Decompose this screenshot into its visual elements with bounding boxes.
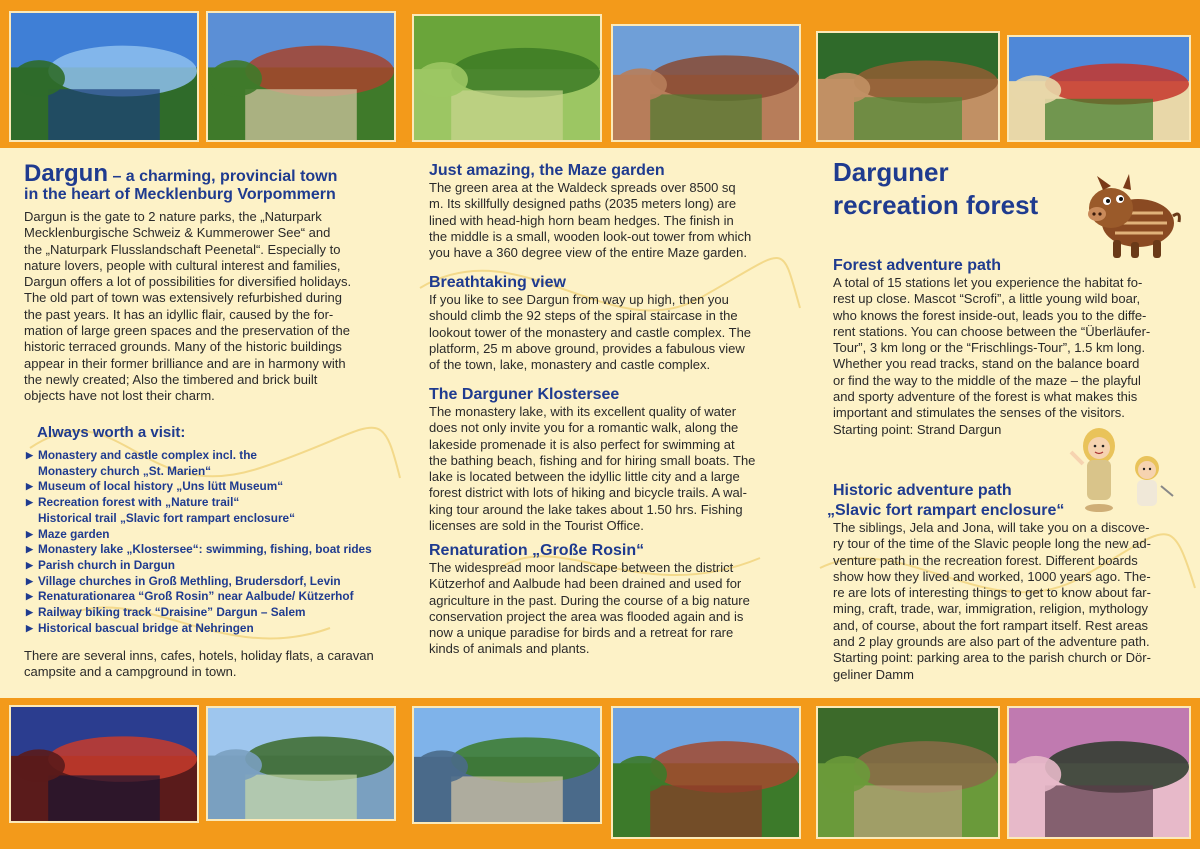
historic-path-line: venture path in the recreation forest. Different boards — [833, 552, 1138, 568]
attraction-heading: Just amazing, the Maze garden — [429, 162, 665, 179]
photo-illustration — [414, 16, 600, 140]
forest-title-line2: recreation forest — [833, 190, 1039, 220]
forest-path-line: who knows the forest inside-out, leads you to the diffe- — [833, 307, 1147, 323]
dargun-intro-line: Dargun offers a lot of possibilities for diversified holidays. — [24, 274, 352, 290]
forest-path-line: Tour”, 3 km long or the “Frischlings-Tour”, 1.5 km long. — [833, 340, 1146, 356]
visit-list — [26, 448, 396, 636]
bullet-icon: ▶ — [26, 481, 33, 492]
attraction-text-line: lake is located between the idyllic little city and a large — [429, 469, 740, 485]
attraction-text-line: the middle is a small, wooden look-out tower from which — [429, 228, 752, 244]
lake-photo — [9, 11, 199, 142]
photo-illustration — [11, 707, 197, 821]
slavic-children-icon — [1069, 424, 1179, 514]
attraction-text-line: agriculture in the past. During the course of a big nature — [429, 592, 750, 608]
attraction-heading: Breathtaking view — [429, 274, 566, 291]
dargun-intro-line: Mecklenburgische Schweiz & Kummerower See“ and — [24, 225, 331, 241]
visit-item-text: Recreation forest with „Nature trail“ — [38, 495, 240, 510]
visit-item-text: Monastery lake „Klostersee“: swimming, fishing, boat rides — [38, 542, 372, 557]
dargun-intro-line: the newly created; Also the timbered and brick built — [24, 371, 318, 387]
forest-title-line1: Darguner — [833, 157, 949, 187]
bullet-icon: ▶ — [26, 497, 33, 508]
dargun-intro-line: objects have not lost their charm. — [24, 388, 215, 404]
forest-path-line: Whether you read tracks, stand on the balance board — [833, 356, 1140, 372]
attraction-text-line: the bathing beach, fishing and for hiring small boats. The — [429, 452, 756, 468]
attraction-text-line: king tour around the lake takes about 1.50 hrs. Fishing — [429, 501, 743, 517]
dargun-intro-line: the „Naturpark Flusslandschaft Peenetal“. Especially to — [24, 241, 341, 257]
photo-illustration — [1009, 708, 1189, 837]
dargun-intro-line: Dargun is the gate to 2 nature parks, the „Naturpark — [24, 209, 322, 224]
visit-item-text: Museum of local history „Uns lütt Museum“ — [38, 479, 284, 494]
bullet-icon: ▶ — [26, 559, 33, 570]
historic-path-text — [833, 520, 1185, 683]
bullet-icon: ▶ — [26, 544, 33, 555]
attraction-section — [429, 542, 787, 658]
attraction-heading: Renaturation „Große Rosin“ — [429, 542, 645, 559]
visit-item-text-cont: Historical trail „Slavic fort rampart enclosure“ — [38, 510, 295, 525]
manor-house-photo — [206, 11, 396, 142]
moor-photo — [206, 706, 396, 821]
forest-path-line: or find the way to the middle of the maze – the playful — [833, 372, 1141, 388]
top-photo-strip — [0, 0, 1200, 148]
historic-path-line: Starting point: parking area to the parish church or Dör- — [833, 650, 1151, 666]
castle-night-photo — [9, 705, 199, 823]
wooden-sign-photo — [816, 31, 1000, 142]
attraction-text-line: The green area at the Waldeck spreads over 8500 sq — [429, 180, 736, 195]
visit-list-item — [26, 558, 396, 574]
attraction-text-line: Kützerhof and Aalbude had been drained and used for — [429, 576, 742, 592]
attraction-text — [429, 180, 787, 261]
content-panel — [0, 148, 1200, 698]
historic-path-heading: Historic adventure path — [833, 482, 1012, 499]
attraction-text-line: kinds of animals and plants. — [429, 641, 590, 657]
forest-path-line: Starting point: Strand Dargun — [833, 421, 1002, 437]
attraction-text-line: now a unique paradise for birds and a retreat for rare — [429, 625, 734, 641]
bullet-icon: ▶ — [26, 450, 33, 460]
historic-path-line: and 2 play grounds are also part of the adventure path. — [833, 634, 1150, 650]
historic-path-subheading: „Slavic fort rampart enclosure“ — [827, 502, 1065, 519]
photo-illustration — [11, 13, 197, 140]
attraction-text — [429, 560, 787, 658]
attraction-text — [429, 292, 787, 373]
historic-path-line: re are lots of interesting things to get to know about far- — [833, 585, 1151, 601]
dargun-title — [24, 160, 337, 188]
visit-item-text-cont: Monastery church „St. Marien“ — [38, 463, 212, 478]
bullet-icon: ▶ — [26, 528, 33, 539]
photo-illustration — [613, 26, 799, 140]
attraction-text-line: lined with head-high horn beam hedges. The finish in — [429, 212, 734, 228]
dargun-closing-line: There are several inns, cafes, hotels, holiday flats, a caravan — [24, 648, 374, 663]
dargun-intro-line: mation of large green spaces and the preservation of the — [24, 323, 350, 339]
dargun-intro-line: historic terraced grounds. Many of the historic buildings — [24, 339, 342, 355]
photo-illustration — [613, 708, 799, 837]
visit-item-text: Maze garden — [38, 526, 110, 541]
attraction-text-line: does not only invite you for a romantic walk, along the — [429, 420, 739, 436]
dargun-intro-line: the past years. It has an idyllic flair, caused by the for- — [24, 306, 334, 322]
attraction-section — [429, 274, 787, 373]
historic-path-line: ry tour of the time of the Slavic people long the new ad- — [833, 536, 1151, 552]
attraction-text-line: If you like to see Dargun from way up high, then you — [429, 292, 729, 307]
attraction-text-line: of the town, lake, monastery and castle complex. — [429, 357, 711, 373]
historic-path-line: geliner Damm — [833, 666, 914, 682]
dargun-closing — [24, 648, 389, 681]
forest-path-line: and sporty adventure of the forest is what makes this — [833, 389, 1138, 405]
dargun-intro — [24, 209, 384, 405]
visit-item-text: Railway biking track “Draisine” Dargun – Salem — [38, 605, 306, 620]
visit-item-text: Monastery and castle complex incl. the — [38, 448, 257, 462]
dargun-title-main: Dargun — [24, 160, 108, 187]
church-photo — [611, 706, 801, 839]
dargun-subtitle: in the heart of Mecklenburg Vorpommern — [24, 186, 336, 203]
visit-list-item — [26, 574, 396, 590]
historic-path-line: show how they lived and worked, 1000 years ago. The- — [833, 568, 1151, 584]
visit-list-item — [26, 448, 396, 479]
attraction-text-line: platform, 25 m above ground, provides a fabulous view — [429, 340, 745, 356]
play-area-photo — [816, 706, 1000, 839]
bullet-icon: ▶ — [26, 575, 33, 586]
visit-list-item — [26, 495, 396, 526]
attraction-text-line: lakeside promenade it is also perfect for swimming at — [429, 436, 735, 452]
attraction-heading: The Darguner Klostersee — [429, 386, 620, 403]
historic-path-line: The siblings, Jela and Jona, will take you on a discove- — [833, 520, 1150, 535]
attraction-text-line: conservation project the area was flooded again and is — [429, 608, 744, 624]
dargun-intro-line: nature lovers, people with cultural interest and families, — [24, 257, 341, 273]
attraction-text-line: you have a 360 degree view of the entire Maze garden. — [429, 245, 747, 261]
photo-illustration — [208, 13, 394, 140]
visit-list-item — [26, 589, 396, 605]
attraction-text-line: m. Its skillfully designed paths (2035 meters long) are — [429, 196, 737, 212]
visit-list-item — [26, 527, 396, 543]
railway-station-photo — [1007, 35, 1191, 142]
visit-item-text: Renaturationarea “Groß Rosin” near Aalbude/ Kützerhof — [38, 589, 354, 604]
bullet-icon: ▶ — [26, 607, 33, 618]
attraction-text-line: licenses are sold in the Tourist Office. — [429, 518, 644, 534]
dargun-title-rest: – a charming, provincial town — [108, 168, 338, 185]
photo-illustration — [1009, 37, 1189, 140]
photo-illustration — [818, 708, 998, 837]
forest-path-line: rent stations. You can choose between the “Überläufer- — [833, 323, 1151, 339]
forest-path-text — [833, 275, 1183, 438]
photo-illustration — [208, 708, 394, 819]
bullet-icon: ▶ — [26, 591, 33, 602]
photo-illustration — [818, 33, 998, 140]
attraction-text-line: The monastery lake, with its excellent quality of water — [429, 404, 737, 419]
visit-list-item — [26, 479, 396, 495]
forest-path-line: important and stimulates the senses of the visitors. — [833, 405, 1125, 421]
photo-illustration — [414, 708, 600, 822]
dargun-intro-line: appear in their former brilliance and are in harmony with — [24, 355, 346, 371]
forest-path-line: A total of 15 stations let you experience the habitat fo- — [833, 275, 1143, 290]
attraction-text-line: lookout tower of the monastery and castle complex. The — [429, 324, 752, 340]
visit-list-item — [26, 605, 396, 621]
visit-list-item — [26, 621, 396, 637]
historic-path-line: ming, craft, trade, war, immigration, religion, mythology — [833, 601, 1149, 617]
historic-path-line: and, of course, about the fort rampart itself. Rest areas — [833, 617, 1149, 633]
dargun-intro-line: The old part of town was extensively refurbished during — [24, 290, 342, 306]
attraction-text — [429, 404, 787, 534]
attraction-text-line: should climb the 92 steps of the spiral staircase in the — [429, 308, 738, 324]
bullet-icon: ▶ — [26, 622, 33, 633]
bathing-beach-photo — [412, 706, 602, 824]
visit-list-title: Always worth a visit: — [37, 424, 186, 441]
visit-item-text: Village churches in Groß Methling, Brudersdorf, Levin — [38, 573, 341, 588]
forest-path-line: rest up close. Mascot “Scrofi”, a little young wild boar, — [833, 291, 1141, 307]
monastery-ruins-photo — [611, 24, 801, 142]
forest-path-heading: Forest adventure path — [833, 257, 1002, 274]
attraction-text-line: The widespread moor landscape between the district — [429, 560, 734, 575]
bascule-bridge-photo — [1007, 706, 1191, 839]
dargun-closing-line: campsite and a campground in town. — [24, 664, 237, 680]
visit-item-text: Historical bascual bridge at Nehringen — [38, 620, 254, 635]
visit-item-text: Parish church in Dargun — [38, 557, 176, 572]
visit-list-item — [26, 542, 396, 558]
attraction-text-line: forest district with lots of hiking and bicycle trails. A wal- — [429, 485, 747, 501]
attraction-section — [429, 162, 787, 261]
attraction-section — [429, 386, 787, 534]
wild-boar-mascot-icon — [1083, 168, 1183, 263]
bottom-photo-strip — [0, 698, 1200, 849]
maze-garden-photo — [412, 14, 602, 142]
